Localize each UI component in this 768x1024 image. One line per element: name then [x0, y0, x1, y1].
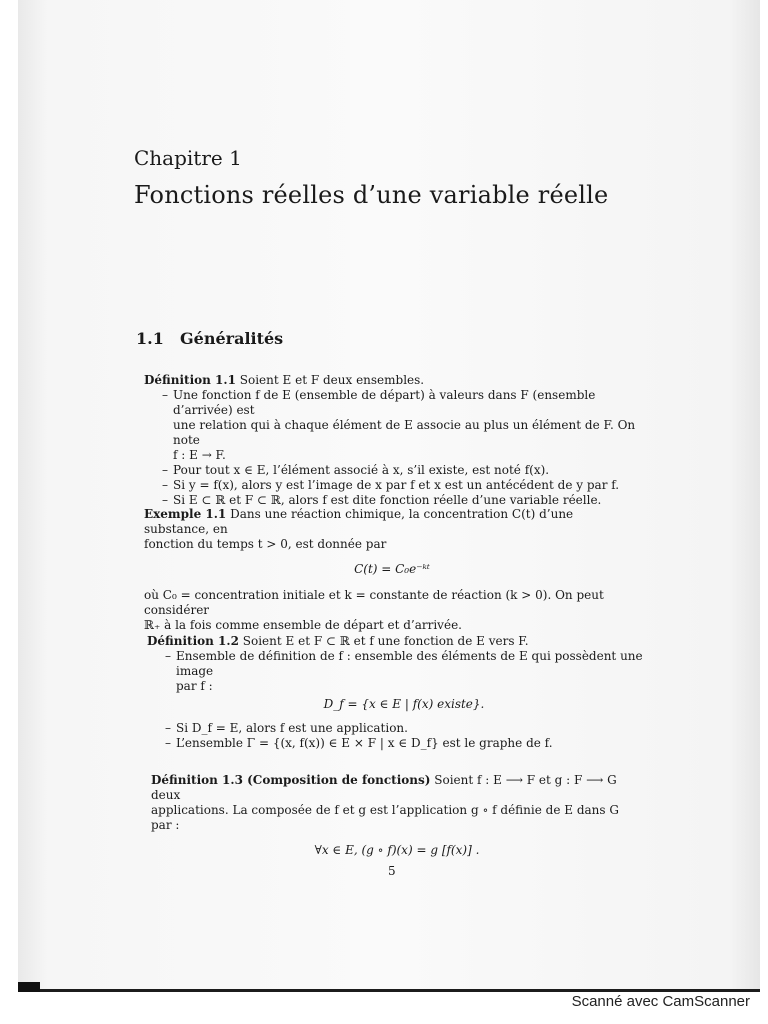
definition-intro: Soient E et F ⊂ ℝ et f une fonction de E vers F. — [242, 634, 529, 648]
definition-item-continuation: f : E → F. — [173, 448, 226, 462]
definition-item-continuation: une relation qui à chaque élément de E associe au plus un élément de F. On note — [173, 418, 636, 447]
definition-item: – Si E ⊂ ℝ et F ⊂ ℝ, alors f est dite fonction réelle d’une variable réelle. — [162, 493, 640, 508]
camscanner-watermark: Scanné avec CamScanner — [571, 993, 750, 1010]
definition-item: – L’ensemble Γ = {(x, f(x)) ∈ E × F | x ∈ D_f} est le graphe de f. — [165, 736, 643, 751]
definition-heading: Définition 1.3 (Composition de fonctions) — [151, 773, 431, 787]
example-heading: Exemple 1.1 — [144, 507, 227, 521]
definition-1-3 — [151, 773, 643, 858]
example-text: Dans une réaction chimique, la concentration C(t) d’une substance, en — [144, 507, 574, 536]
chapter-title: Fonctions réelles d’une variable réelle — [134, 181, 609, 209]
definition-item: – Si D_f = E, alors f est une application. — [165, 721, 643, 736]
definition-intro: Soient E et F deux ensembles. — [239, 373, 425, 387]
section-number: 1.1 — [136, 329, 164, 348]
scan-corner-mark — [18, 982, 40, 992]
definition-text: Soient f : E ⟶ F et g : F ⟶ G deux — [151, 773, 617, 802]
definition-item: – Si y = f(x), alors y est l’image de x par f et x est un antécédent de y par f. — [162, 478, 640, 493]
example-formula: C(t) = C₀e⁻ᵏᵗ — [354, 562, 430, 576]
definition-item: – Pour tout x ∈ E, l’élément associé à x, s’il existe, est noté f(x). — [162, 463, 640, 478]
definition-formula: ∀x ∈ E, (g ∘ f)(x) = g [f(x)] . — [314, 843, 480, 857]
definition-item: – Ensemble de définition de f : ensemble des éléments de E qui possèdent une image — [165, 649, 643, 679]
definition-item: – Une fonction f de E (ensemble de départ) à valeurs dans F (ensemble d’arrivée) est — [162, 388, 640, 418]
definition-item-continuation: par f : — [176, 679, 213, 693]
example-text: où C₀ = concentration initiale et k = constante de réaction (k > 0). On peut considérer — [144, 588, 604, 617]
definition-text: applications. La composée de f et g est l’application g ∘ f définie de E dans G par : — [151, 803, 619, 832]
section-title: Généralités — [180, 329, 284, 348]
definition-1-1 — [144, 373, 640, 508]
page-number: 5 — [388, 864, 396, 878]
section-heading — [136, 329, 283, 348]
definition-1-2 — [147, 634, 643, 751]
example-text: ℝ₊ à la fois comme ensemble de départ et d’arrivée. — [144, 618, 462, 632]
definition-heading: Définition 1.2 — [147, 634, 239, 648]
example-text: fonction du temps t > 0, est donnée par — [144, 537, 387, 551]
example-1-1 — [144, 507, 640, 633]
chapter-label: Chapitre 1 — [134, 146, 242, 170]
definition-formula: D_f = {x ∈ E | f(x) existe}. — [323, 697, 485, 711]
definition-heading: Définition 1.1 — [144, 373, 236, 387]
page-bottom-edge — [18, 989, 760, 992]
